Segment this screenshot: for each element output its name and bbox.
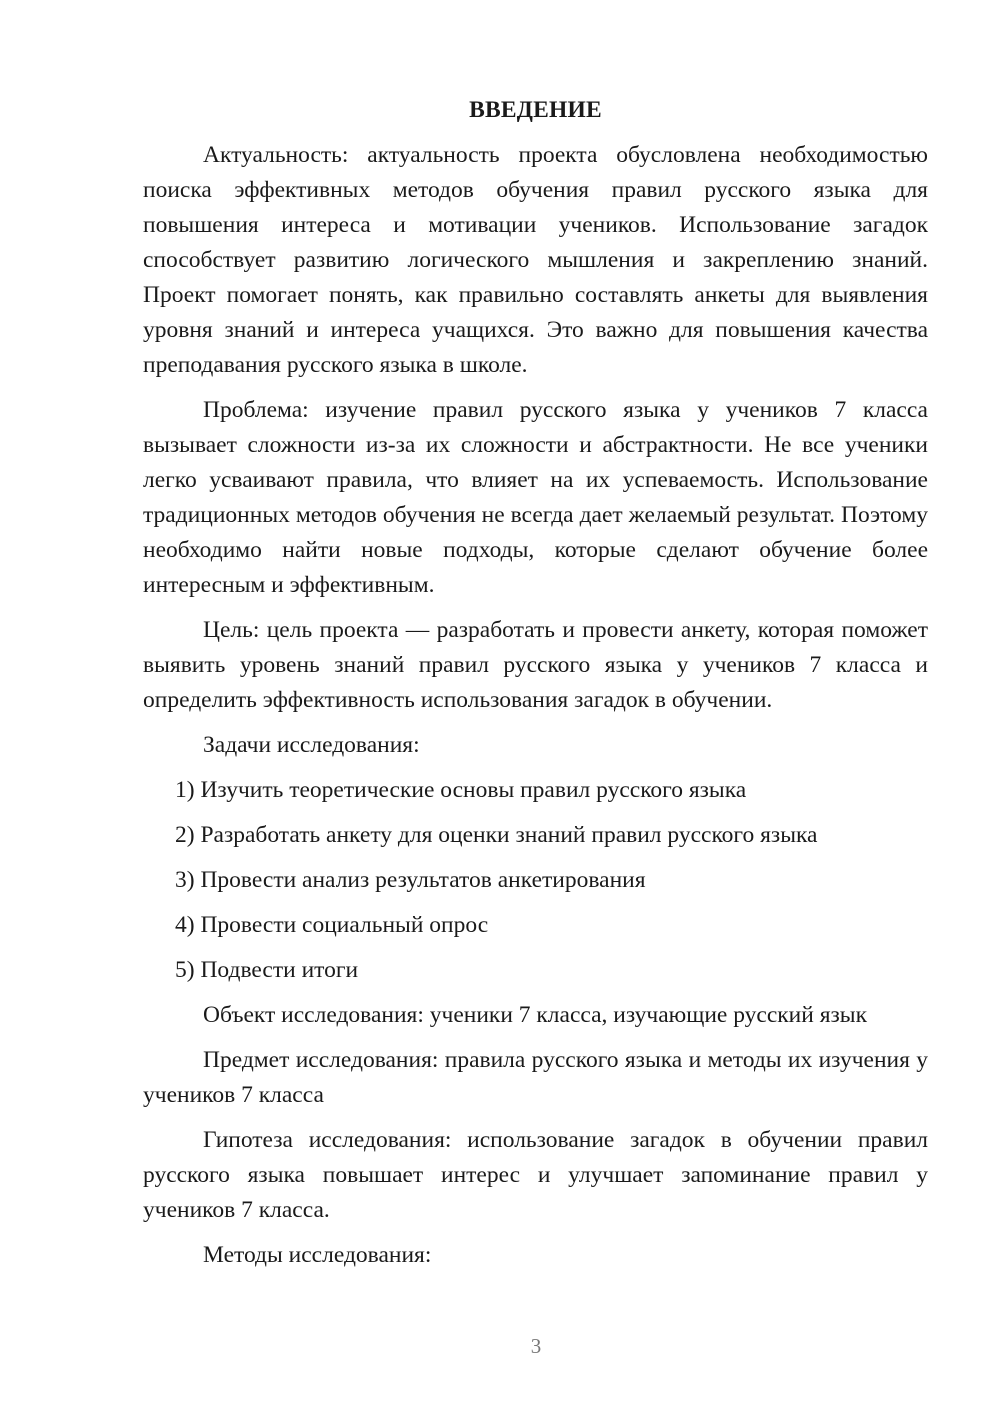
tasks-list [143,773,928,988]
tasks-heading: Задачи исследования: [203,732,420,758]
page-content [143,93,928,1283]
list-item: 4) Провести социальный опрос [175,912,489,938]
research-hypothesis: Гипотеза исследования: использование загадок в обучении правил русского языка повышает интерес и улучшает запоминание правил у учеников 7 класса. [143,1127,928,1223]
list-item: 2) Разработать анкету для оценки знаний правил русского языка [175,822,818,848]
methods-heading: Методы исследования: [203,1242,432,1268]
paragraph-goal: Цель: цель проекта — разработать и провести анкету, которая поможет выявить уровень знаний правил русского языка у учеников 7 класса и определить эффективность использования загадок в обучении. [143,617,928,713]
list-item: 3) Провести анализ результатов анкетирования [175,867,646,893]
paragraph-problem: Проблема: изучение правил русского языка у учеников 7 класса вызывает сложности из-за их сложности и абстрактности. Не все ученики легко усваивают правила, что влияет на их успеваемость. Использование традиционных методов обучения не всегда дает желаемый результат. Поэтому необходимо найти новые подходы, которые сделают обучение более интересным и эффективным. [143,397,928,598]
paragraph-relevance: Актуальность: актуальность проекта обусловлена необходимостью поиска эффективных методов обучения правил русского языка для повышения интереса и мотивации учеников. Использование загадок способствует развитию логического мышления и закреплению знаний. Проект помогает понять, как правильно составлять анкеты для выявления уровня знаний и интереса учащихся. Это важно для повышения качества преподавания русского языка в школе. [143,142,928,378]
research-object: Объект исследования: ученики 7 класса, изучающие русский язык [203,1002,867,1028]
page-number: 3 [530,1334,542,1358]
list-item: 5) Подвести итоги [175,957,359,983]
research-subject: Предмет исследования: правила русского языка и методы их изучения у учеников 7 класса [143,1047,928,1108]
section-title: ВВЕДЕНИЕ [469,97,602,123]
list-item: 1) Изучить теоретические основы правил русского языка [175,777,747,803]
